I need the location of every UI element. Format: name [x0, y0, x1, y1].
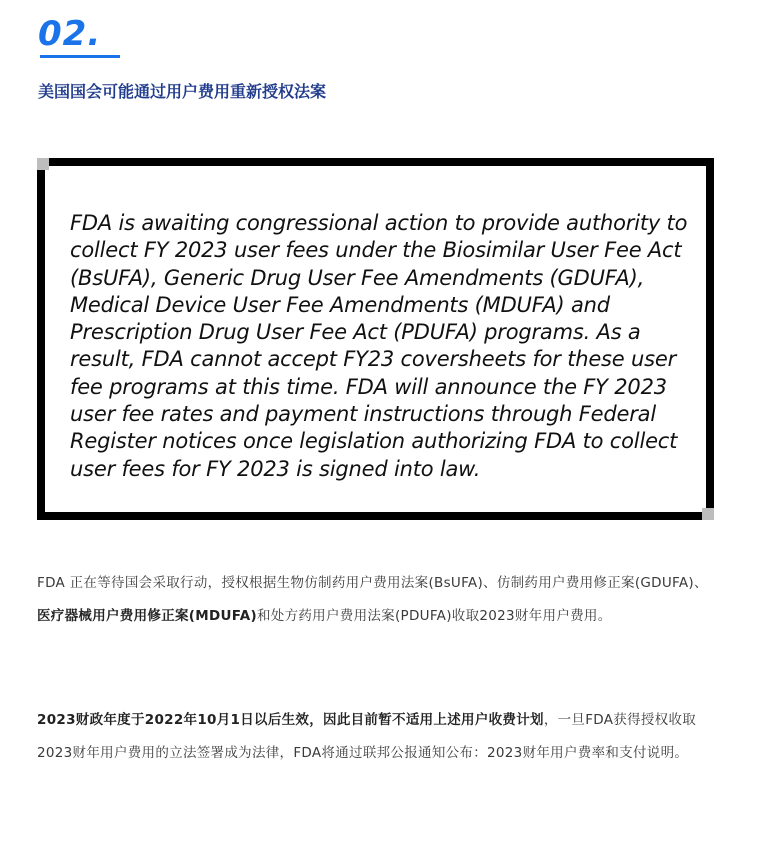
- section-underline: [40, 55, 120, 58]
- section-number: 02.: [38, 14, 102, 54]
- quote-box-corner-top-left: [37, 158, 49, 170]
- paragraph-1-bold: 医疗器械用户费用修正案(MDUFA): [37, 608, 257, 624]
- paragraph-2-bold: 2023财政年度于2022年10月1日以后生效，因此目前暂不适用上述用户收费计划: [37, 712, 544, 728]
- paragraph-1-text-b: 和处方药用户费用法案(PDUFA)收取2023财年用户费用。: [256, 608, 612, 624]
- paragraph-2: [37, 704, 717, 770]
- paragraph-2-text: ，一旦FDA获得授权收取2023财年用户费用的立法签署成为法律，FDA将通过联邦公报通知公布：2023财年用户费率和支付说明。: [37, 712, 697, 761]
- quote-text: FDA is awaiting congressional action to provide authority to collect FY 2023 user fees under the Biosimilar User Fee Act (BsUFA), Generic Drug User Fee Amendments (GDUFA), Medical Device User Fee Amendments (MDUFA) and Prescription Drug User Fee Act (PDUFA) programs. As a result, FDA cannot accept FY23 coversheets for these user fee programs at this time. FDA will announce the FY 2023 user fee rates and payment instructions through Federal Register notices once legislation authorizing FDA to collect user fees for FY 2023 is signed into law.: [70, 211, 688, 481]
- paragraph-1: [37, 567, 717, 633]
- section-heading: 美国国会可能通过用户费用重新授权法案: [38, 82, 327, 101]
- quote-box-corner-bottom-right: [702, 508, 714, 520]
- paragraph-1-text-a: FDA 正在等待国会采取行动，授权根据生物仿制药用户费用法案(BsUFA)、仿制药用户费用修正案(GDUFA)、: [37, 575, 708, 591]
